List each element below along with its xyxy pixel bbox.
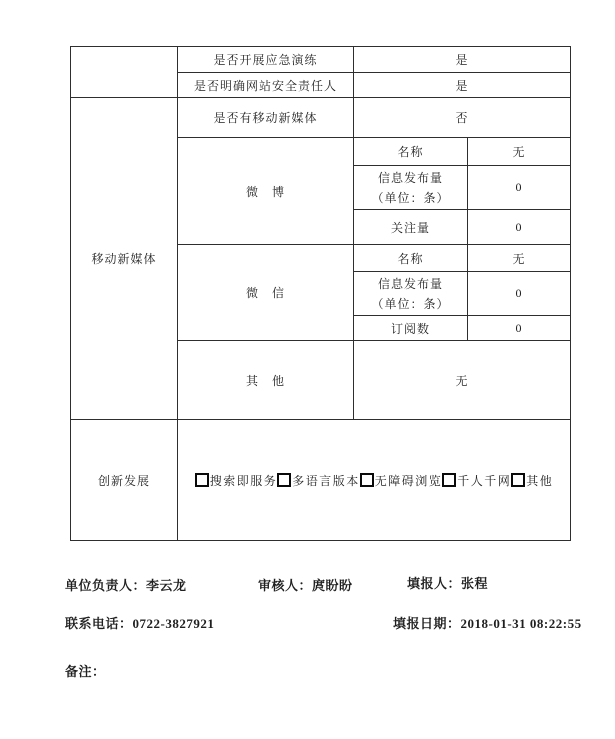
checkbox-personalized-icon[interactable] — [442, 473, 456, 487]
innovation-option-personalized — [442, 472, 511, 489]
wechat-name-value: 无 — [468, 245, 571, 272]
weibo-followers-value: 0 — [468, 210, 571, 245]
innovation-option-label: 其他 — [526, 473, 554, 488]
innovation-section-label: 创新发展 — [71, 420, 178, 541]
weibo-posts-value: 0 — [468, 166, 571, 210]
emergency-drill-value: 是 — [354, 47, 571, 73]
innovation-option-multilang — [277, 472, 360, 489]
wechat-posts-label-line1: 信息发布量 — [377, 276, 443, 291]
innovation-options — [180, 472, 568, 489]
contact-phone-value: 0722-3827921 — [132, 616, 215, 631]
innovation-option-label: 无障碍浏览 — [374, 473, 443, 488]
emergency-drill-label: 是否开展应急演练 — [178, 47, 354, 73]
has-mobile-media-label: 是否有移动新媒体 — [178, 98, 354, 138]
responsible-person — [65, 575, 187, 594]
has-mobile-media-value: 否 — [354, 98, 571, 138]
innovation-option-label: 千人千网 — [457, 473, 512, 488]
report-date-value: 2018-01-31 08:22:55 — [460, 616, 582, 631]
report-date-label: 填报日期： — [393, 616, 461, 631]
innovation-option-label: 搜索即服务 — [209, 473, 278, 488]
weibo-name-value: 无 — [468, 138, 571, 166]
empty-section-cell — [71, 47, 178, 98]
weibo-label: 微 博 — [178, 138, 354, 245]
contact-phone-label: 联系电话： — [65, 616, 133, 631]
weibo-name-label: 名称 — [354, 138, 468, 166]
remarks — [65, 661, 106, 680]
wechat-name-label: 名称 — [354, 245, 468, 272]
row-innovation — [71, 420, 571, 541]
filler — [407, 573, 488, 592]
wechat-posts-label-line2: （单位：条） — [371, 296, 450, 311]
filler-name: 张程 — [461, 576, 489, 591]
weibo-posts-label-line1: 信息发布量 — [377, 170, 443, 185]
weibo-posts-label-line2: （单位：条） — [371, 190, 450, 205]
mobile-media-section-label: 移动新媒体 — [71, 98, 178, 420]
checkbox-other-icon[interactable] — [511, 473, 525, 487]
wechat-subscribers-label: 订阅数 — [354, 316, 468, 341]
innovation-option-search — [195, 472, 278, 489]
responsible-person-label: 单位负责人： — [65, 578, 147, 593]
weibo-followers-label: 关注量 — [354, 210, 468, 245]
contact-phone — [65, 613, 214, 632]
remarks-label: 备注： — [65, 664, 106, 679]
innovation-options-cell — [178, 420, 571, 541]
responsible-person-name: 李云龙 — [146, 578, 187, 593]
other-media-value: 无 — [354, 341, 571, 420]
security-officer-label: 是否明确网站安全责任人 — [178, 73, 354, 98]
wechat-posts-label — [354, 272, 468, 316]
annual-report-table — [70, 46, 571, 541]
innovation-option-other — [511, 472, 553, 489]
wechat-posts-value: 0 — [468, 272, 571, 316]
innovation-option-accessible — [360, 472, 443, 489]
wechat-subscribers-value: 0 — [468, 316, 571, 341]
checkbox-multilang-icon[interactable] — [277, 473, 291, 487]
checkbox-accessible-icon[interactable] — [360, 473, 374, 487]
reviewer — [258, 575, 353, 594]
row-has-mobile-media — [71, 98, 571, 138]
innovation-option-label: 多语言版本 — [292, 473, 360, 488]
weibo-posts-label — [354, 166, 468, 210]
security-officer-value: 是 — [354, 73, 571, 98]
wechat-label: 微 信 — [178, 245, 354, 341]
report-date — [393, 613, 582, 632]
checkbox-search-icon[interactable] — [195, 473, 209, 487]
row-emergency-drill — [71, 47, 571, 73]
reviewer-name: 庹盼盼 — [312, 578, 353, 593]
reviewer-label: 审核人： — [258, 578, 313, 593]
other-media-label: 其 他 — [178, 341, 354, 420]
filler-label: 填报人： — [407, 576, 462, 591]
